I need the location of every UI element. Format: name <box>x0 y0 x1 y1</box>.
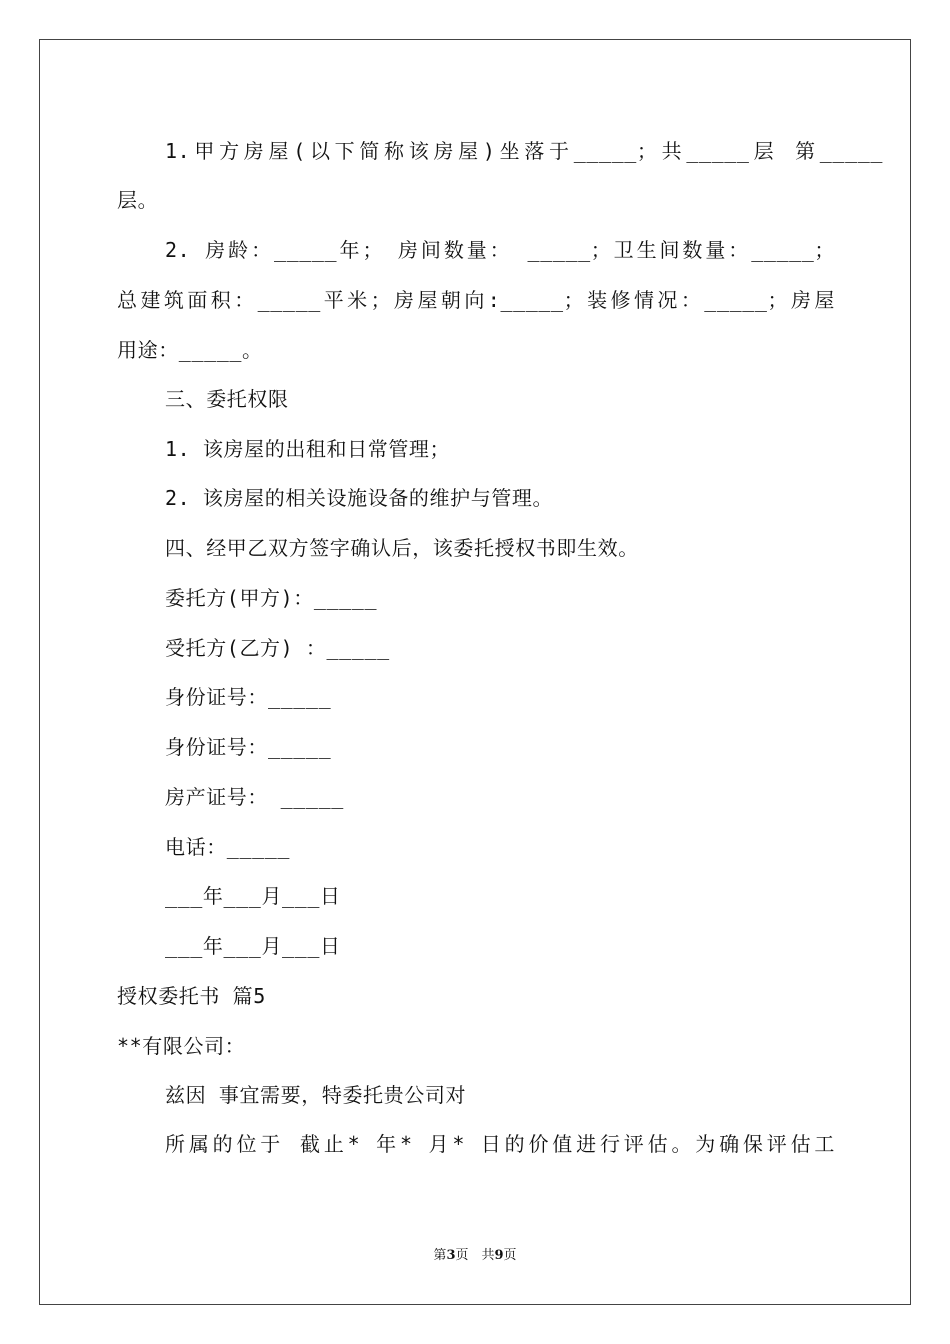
section-heading-4: 四、经甲乙双方签字确认后，该委托授权书即生效。 <box>165 536 639 560</box>
text-line-21: 所属的位于 截止* 年* 月* 日的价值进行评估。为确保评估工 <box>165 1132 835 1156</box>
footer-mid: 页 共 <box>455 1248 495 1263</box>
date-field-1: ___年___月___日 <box>165 884 341 908</box>
id-number-field-2: 身份证号：_____ <box>165 735 332 759</box>
footer-prefix: 第 <box>433 1248 447 1263</box>
date-field-2: ___年___月___日 <box>165 934 341 958</box>
footer-current-page: 3 <box>446 1248 456 1263</box>
property-certificate-field: 房产证号： _____ <box>165 785 344 809</box>
text-line-8: 2. 该房屋的相关设施设备的维护与管理。 <box>165 486 554 510</box>
page-border <box>39 39 911 1305</box>
id-number-field-1: 身份证号：_____ <box>165 685 332 709</box>
text-line-4: 总建筑面积：_____平米；房屋朝向:_____；装修情况：_____；房屋 <box>117 288 835 312</box>
text-line-2: 层。 <box>117 188 159 212</box>
text-line-5: 用途：_____。 <box>117 338 263 362</box>
section-heading-3: 三、委托权限 <box>165 387 289 411</box>
trustee-field: 受托方(乙方) ：_____ <box>165 636 390 660</box>
addressee: **有限公司： <box>117 1034 246 1058</box>
footer-suffix: 页 <box>503 1248 517 1263</box>
text-line-7: 1. 该房屋的出租和日常管理； <box>165 437 451 461</box>
entrustor-field: 委托方(甲方)：_____ <box>165 586 378 610</box>
text-line-1: 1.甲方房屋(以下简称该房屋)坐落于_____；共_____层 第_____ <box>165 139 883 163</box>
section-title-5: 授权委托书 篇5 <box>117 984 266 1008</box>
footer-total-pages: 9 <box>494 1248 504 1263</box>
text-line-3: 2. 房龄：_____年； 房间数量： _____；卫生间数量：_____； <box>165 238 835 262</box>
phone-field: 电话：_____ <box>165 835 291 859</box>
page-footer <box>0 1247 950 1265</box>
text-line-20: 兹因 事宜需要，特委托贵公司对 <box>165 1083 467 1107</box>
